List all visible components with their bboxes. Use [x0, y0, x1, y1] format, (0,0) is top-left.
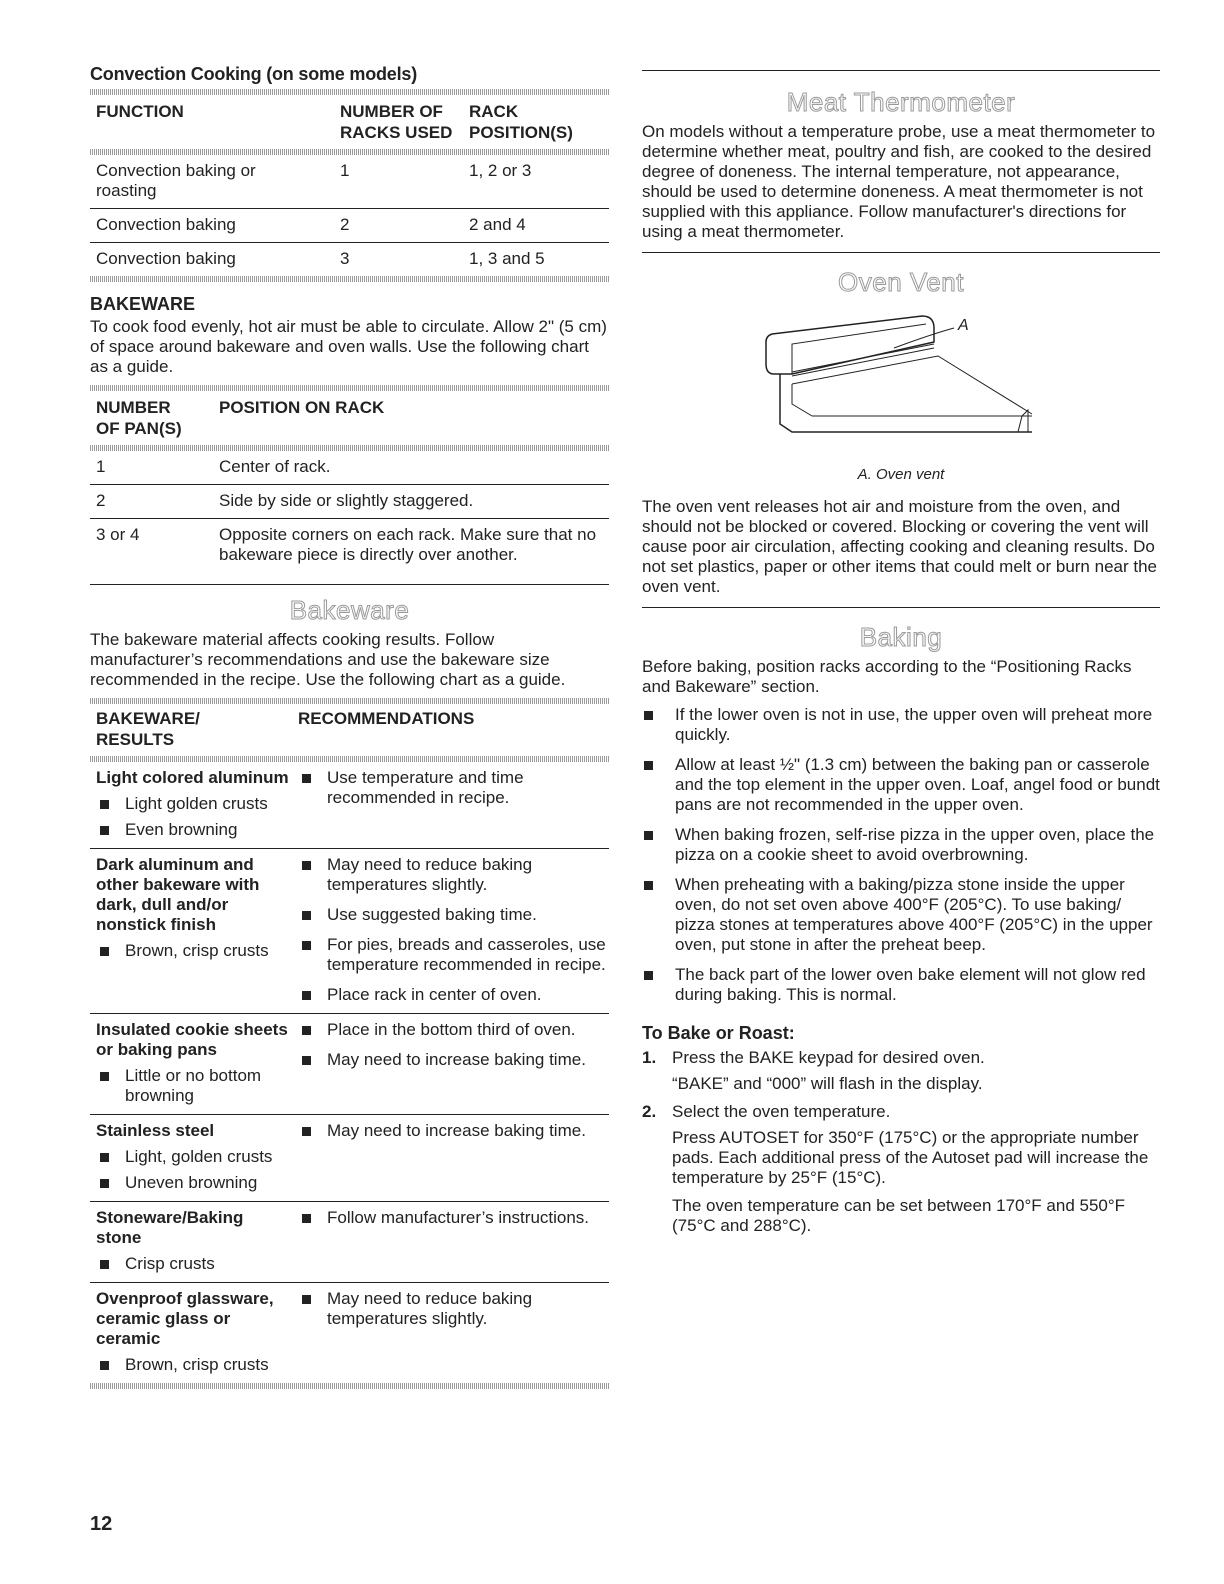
- bullet-square-icon: [644, 761, 653, 770]
- bullet-square-icon: [100, 1179, 109, 1188]
- bullet-square-icon: [644, 711, 653, 720]
- material-name: Stoneware/Baking stone: [96, 1208, 244, 1247]
- convection-table-body: [90, 155, 609, 276]
- cell-racks: 1: [340, 161, 350, 180]
- header-position-on-rack: POSITION ON RACK: [219, 398, 385, 417]
- cell-racks: 2: [340, 215, 350, 234]
- bullet-square-icon: [302, 1026, 311, 1035]
- bullet-square-icon: [100, 1072, 109, 1081]
- bullet-square-icon: [100, 947, 109, 956]
- step-text: Select the oven temperature.: [672, 1102, 891, 1121]
- bullet-square-icon: [302, 991, 311, 1000]
- cell-function: Convection baking or roasting: [96, 161, 256, 200]
- step-note: The oven temperature can be set between 170°F and 550°F (75°C and 288°C).: [672, 1196, 1126, 1235]
- left-column: [90, 64, 609, 1389]
- bullet-square-icon: [100, 800, 109, 809]
- pans-table-body: [90, 451, 609, 572]
- vent-label-a: A: [958, 317, 969, 334]
- bakeware-positions-intro: To cook food evenly, hot air must be able to circulate. Allow 2" (5 cm) of space around bakeware and oven walls. Use the following chart as a guide.: [90, 317, 607, 376]
- recommendation-item: May need to reduce baking temperatures slightly.: [298, 1289, 609, 1329]
- result-item: Uneven browning: [96, 1173, 292, 1193]
- step-number: 2.: [642, 1102, 657, 1121]
- recommendation-item: Place rack in center of oven.: [298, 985, 609, 1005]
- recommendation-item: May need to increase baking time.: [298, 1050, 609, 1070]
- step-note: Press AUTOSET for 350°F (175°C) or the appropriate number pads. Each additional press of the Autoset pad will increase the temperature by 25°F (15°C).: [672, 1128, 1149, 1187]
- meat-thermometer-heading: Meat Thermometer: [786, 87, 1016, 117]
- section-divider: [642, 70, 1160, 71]
- cell-position: Opposite corners on each rack. Make sure that no bakeware piece is directly over another.: [219, 525, 597, 564]
- result-item: Brown, crisp crusts: [96, 941, 292, 961]
- recommendation-item: Follow manufacturer’s instructions.: [298, 1208, 609, 1228]
- material-name: Ovenproof glassware, ceramic glass or ceramic: [96, 1289, 274, 1348]
- step-text: Press the BAKE keypad for desired oven.: [672, 1048, 985, 1067]
- table-row: [90, 155, 609, 208]
- bullet-square-icon: [302, 1214, 311, 1223]
- meat-thermometer-text: On models without a temperature probe, use a meat thermometer to determine whether meat, poultry and fish, are cooked to the desired degree of doneness. The internal temperature, not appearance, should be used to determine doneness. A meat thermometer is not supplied with this appliance. Follow manufacturer's directions for using a meat thermometer.: [642, 122, 1156, 241]
- bullet-square-icon: [302, 1056, 311, 1065]
- step-note: “BAKE” and “000” will flash in the display.: [672, 1074, 983, 1093]
- result-item: Little or no bottom browning: [96, 1066, 292, 1106]
- cell-positions: 1, 3 and 5: [469, 249, 545, 268]
- list-item: If the lower oven is not in use, the upper oven will preheat more quickly.: [642, 705, 1160, 745]
- list-item: When baking frozen, self-rise pizza in the upper oven, place the pizza on a cookie sheet to avoid overbrowning.: [642, 825, 1160, 865]
- table-row: [90, 762, 609, 848]
- list-item: When preheating with a baking/pizza stone inside the upper oven, do not set oven above 400°F (205°C). To use baking/ pizza stones at temperatures above 400°F (205°C) in the upper oven, put stone in after the preheat beep.: [642, 875, 1160, 955]
- result-item: Light golden crusts: [96, 794, 292, 814]
- step-number: 1.: [642, 1048, 657, 1067]
- header-number-of-pans: NUMBER OF PAN(S): [96, 398, 182, 438]
- materials-table-body: [90, 762, 609, 1383]
- recommendation-item: For pies, breads and casseroles, use temperature recommended in recipe.: [298, 935, 609, 975]
- right-column: [642, 70, 1160, 1244]
- list-item: The back part of the lower oven bake element will not glow red during baking. This is normal.: [642, 965, 1160, 1005]
- header-racks-used: NUMBER OF RACKS USED: [340, 102, 453, 142]
- bullet-square-icon: [644, 881, 653, 890]
- oven-vent-diagram: [642, 304, 1160, 464]
- hatch-divider: [90, 1383, 609, 1389]
- section-divider: [642, 252, 1160, 253]
- material-name: Light colored aluminum: [96, 768, 289, 787]
- convection-table-header: [90, 95, 609, 149]
- list-item: Allow at least ½" (1.3 cm) between the baking pan or casserole and the top element in the upper oven. Loaf, angel food or bundt pans are not recommended in the upper oven.: [642, 755, 1160, 815]
- convection-title: Convection Cooking (on some models): [90, 64, 418, 84]
- bullet-square-icon: [302, 861, 311, 870]
- cell-position: Side by side or slightly staggered.: [219, 491, 474, 510]
- header-rack-positions: RACK POSITION(S): [469, 102, 573, 142]
- table-row: [90, 484, 609, 518]
- result-item: Crisp crusts: [96, 1254, 292, 1274]
- cell-positions: 2 and 4: [469, 215, 526, 234]
- page-number: 12: [90, 1513, 113, 1535]
- bakeware-heading: Bakeware: [289, 595, 410, 625]
- table-row: [90, 208, 609, 242]
- material-name: Insulated cookie sheets or baking pans: [96, 1020, 288, 1059]
- bullet-square-icon: [302, 941, 311, 950]
- table-row: [90, 848, 609, 1013]
- baking-bullets: [642, 705, 1160, 1005]
- result-item: Light, golden crusts: [96, 1147, 292, 1167]
- section-divider: [90, 584, 609, 585]
- bakeware-intro: The bakeware material affects cooking results. Follow manufacturer’s recommendations and use the bakeware size recommended in the recipe. Use the following chart as a guide.: [90, 630, 566, 689]
- oven-vent-text: The oven vent releases hot air and moisture from the oven, and should not be blocked or covered. Blocking or covering the vent will cause poor air circulation, affecting cooking and cleaning results. Do not set plastics, paper or other items that could melt or burn near the oven vent.: [642, 497, 1157, 596]
- bullet-square-icon: [302, 1127, 311, 1136]
- to-bake-subheading: To Bake or Roast:: [642, 1023, 795, 1043]
- step-item: [642, 1102, 1160, 1122]
- bullet-square-icon: [100, 826, 109, 835]
- cell-position: Center of rack.: [219, 457, 331, 476]
- header-recommendations: RECOMMENDATIONS: [298, 709, 475, 728]
- table-row: [90, 518, 609, 572]
- recommendation-item: May need to increase baking time.: [298, 1121, 609, 1141]
- bullet-square-icon: [302, 774, 311, 783]
- section-divider: [642, 607, 1160, 608]
- cell-pans: 2: [96, 491, 106, 510]
- bullet-square-icon: [100, 1361, 109, 1370]
- oven-vent-illustration: [642, 304, 1160, 464]
- header-function: FUNCTION: [96, 102, 184, 121]
- bullet-square-icon: [644, 971, 653, 980]
- baking-intro: Before baking, position racks according to the “Positioning Racks and Bakeware” section.: [642, 657, 1132, 696]
- bullet-square-icon: [644, 831, 653, 840]
- bullet-square-icon: [100, 1260, 109, 1269]
- cell-function: Convection baking: [96, 249, 236, 268]
- material-name: Dark aluminum and other bakeware with dark, dull and/or nonstick finish: [96, 855, 260, 934]
- cell-function: Convection baking: [96, 215, 236, 234]
- table-row: [90, 1114, 609, 1201]
- table-row: [90, 242, 609, 276]
- recommendation-item: Use suggested baking time.: [298, 905, 609, 925]
- table-row: [90, 1013, 609, 1114]
- recommendation-item: Place in the bottom third of oven.: [298, 1020, 609, 1040]
- baking-heading: Baking: [859, 622, 943, 652]
- oven-vent-heading: Oven Vent: [838, 267, 964, 297]
- recommendation-item: May need to reduce baking temperatures slightly.: [298, 855, 609, 895]
- result-item: Even browning: [96, 820, 292, 840]
- cell-positions: 1, 2 or 3: [469, 161, 532, 180]
- pans-table-header: [90, 391, 609, 445]
- bullet-square-icon: [302, 1295, 311, 1304]
- material-name: Stainless steel: [96, 1121, 215, 1140]
- table-row: [90, 1282, 609, 1383]
- oven-vent-caption: A. Oven vent: [857, 466, 945, 483]
- cell-pans: 3 or 4: [96, 525, 140, 544]
- result-item: Brown, crisp crusts: [96, 1355, 292, 1375]
- bake-steps: [642, 1048, 1160, 1236]
- cell-pans: 1: [96, 457, 106, 476]
- table-row: [90, 451, 609, 484]
- materials-table-header: [90, 704, 609, 756]
- recommendation-item: Use temperature and time recommended in recipe.: [298, 768, 609, 808]
- bullet-square-icon: [302, 911, 311, 920]
- header-bakeware-results: BAKEWARE/ RESULTS: [96, 709, 200, 749]
- bakeware-positions-title: BAKEWARE: [90, 294, 196, 314]
- bullet-square-icon: [100, 1153, 109, 1162]
- cell-racks: 3: [340, 249, 350, 268]
- hatch-divider: [90, 276, 609, 282]
- step-item: [642, 1048, 1160, 1068]
- table-row: [90, 1201, 609, 1282]
